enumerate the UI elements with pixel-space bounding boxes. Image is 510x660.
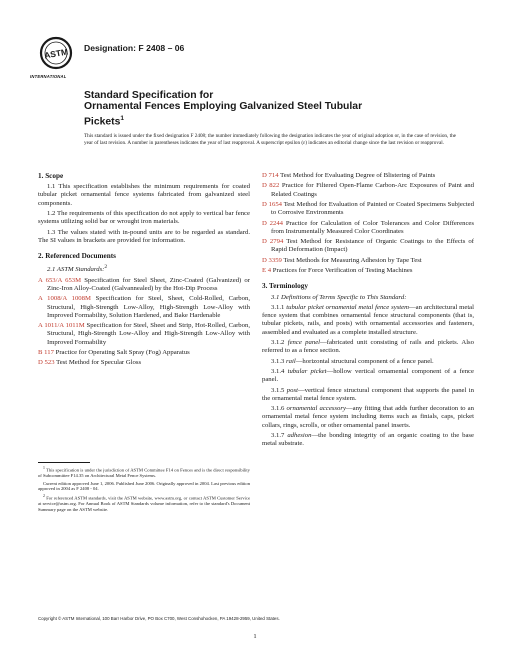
reference-title: Specification for Steel, Sheet and Strip, Hot-Rolled, Carbon, Structural, High-Strength Low-Alloy and High-Strength Low-Alloy with Improved Formability: [47, 322, 251, 346]
scope-heading: 1. Scope: [38, 172, 64, 180]
reference-item: [262, 257, 474, 265]
reference-title: Practice for Filtered Open-Flame Carbon-Arc Exposures of Paint and Related Coatings: [271, 182, 474, 198]
term-definition: 3.1.6 ornamental accessory—any fitting that adds further decoration to an ornamental metal fence system including items such as finials, caps, picket collars, rings, scrolls, or other ornamental panel inserts.: [262, 405, 474, 429]
reference-item: [38, 359, 250, 367]
left-column: [38, 172, 250, 370]
reference-title: Specification for Steel, Sheet, Cold-Rolled, Carbon, Structural, High-Strength Low-Alloy, High-Strength Low-Alloy with Improved Formability, Solution Hardened, and Bake Hardenable: [47, 295, 250, 319]
reference-item: [262, 201, 474, 217]
scope-p3: 1.3 The values stated with in-pound units are to be regarded as standard. The SI values in brackets are provided for information.: [38, 228, 250, 244]
terminology-list: [262, 304, 474, 448]
term-definition: 3.1.3 rail—horizontal structural component of a fence panel.: [271, 357, 434, 365]
reference-item: [262, 238, 474, 254]
reference-title: Test Method for Resistance of Organic Coatings to the Effects of Rapid Deformation (Impact): [271, 238, 474, 254]
terminology-heading: 3. Terminology: [262, 282, 308, 291]
reference-code-link[interactable]: D 1654: [262, 200, 283, 208]
right-column: [262, 172, 474, 451]
reference-title: Practice for Operating Salt Spray (Fog) Apparatus: [53, 349, 190, 357]
reference-code-link[interactable]: A 653/A 653M: [38, 276, 82, 284]
reference-code-link[interactable]: D 3359: [262, 256, 282, 264]
references-heading: 2. Referenced Documents: [38, 252, 116, 260]
title-footnote-ref: 1: [120, 114, 125, 122]
term-definition: 3.1.4 tubular picket—hollow vertical ornamental component of a fence panel.: [262, 367, 474, 384]
reference-item: [38, 322, 250, 347]
reference-code-link[interactable]: D 822: [262, 182, 280, 190]
title-line-3: Pickets: [84, 116, 121, 128]
intro-paragraph: This standard is issued under the fixed designation F 2408; the number immediately following the designation indicates the year of original adoption or, in the case of revision, the year of last revision. A number in parentheses indicates the year of last reapproval. A superscript epsilon (ε) indicates an editorial change since the last revision or reapproval.: [84, 133, 456, 146]
term-definition: 3.1.7 adhesion—the bonding integrity of an organic coating to the base metal substrate.: [262, 431, 474, 448]
reference-code-link[interactable]: D 2244: [262, 219, 284, 227]
logo-label: INTERNATIONAL: [30, 74, 67, 79]
terminology-sub: 3.1 Definitions of Terms Specific to This Standard:: [271, 293, 407, 301]
reference-item: [262, 267, 474, 275]
reference-title: Test Methods for Measuring Adhesion by Tape Test: [281, 256, 422, 264]
scope-p1: 1.1 This specification establishes the minimum requirements for coated tubular picket ornamental fence systems fabricated from galvanized steel components.: [38, 183, 250, 207]
term-definition: 3.1.1 tubular picket ornamental metal fence system—an architectural metal fence system that combines ornamental fence structural components (that is, tubular pickets, rails, and posts) with ornamental accessories and fasteners, assembled and evaluated as a complete installed structure.: [262, 303, 474, 336]
reference-code-link[interactable]: D 2794: [262, 238, 284, 246]
copyright: Copyright © ASTM International, 100 Barr Harbor Drive, PO Box C700, West Conshohocken, PA 19428-2959, United States.: [38, 616, 280, 621]
left-reference-list: [38, 277, 250, 368]
designation: Designation: F 2408 – 06: [84, 43, 185, 53]
footnote-2: $^2$ For referenced ASTM standards, visit the ASTM website, www.astm.org, or contact ASTM Customer Service at service@astm.org. For Annual Book of ASTM Standards volume information, refer to the standard's Document Summary page on the ASTM website.: [38, 493, 250, 512]
reference-item: [38, 277, 250, 293]
reference-item: [38, 349, 250, 357]
reference-title: Practice for Calculation of Color Tolerances and Color Differences from Instrumentally Measured Color Coordinates: [271, 219, 474, 235]
document-title: [84, 90, 474, 128]
footnote-divider: [38, 462, 90, 463]
reference-code-link[interactable]: A 1011/A 1011M: [38, 322, 85, 330]
reference-item: [262, 172, 474, 180]
reference-item: [262, 182, 474, 198]
reference-title: Specification for Steel Sheet, Zinc-Coated (Galvanized) or Zinc-Iron Alloy-Coated (Galvannealed) by the Hot-Dip Process: [47, 276, 250, 293]
astm-logo-icon: [38, 36, 74, 76]
reference-title: Test Method for Specular Gloss: [54, 359, 142, 367]
title-line-2: Ornamental Fences Employing Galvanized Steel Tubular: [84, 101, 363, 113]
reference-title: Test Method for Evaluation of Painted or Coated Specimens Subjected to Corrosive Environments: [271, 200, 474, 217]
page-number: 1: [253, 633, 257, 640]
reference-code-link[interactable]: E 4: [262, 267, 272, 275]
footnotes: [38, 466, 250, 514]
reference-code-link[interactable]: D 523: [38, 359, 55, 367]
term-definition: 3.1.2 fence panel—fabricated unit consisting of rails and pickets. Also referred to as a fence section.: [262, 338, 474, 355]
reference-title: Test Method for Evaluating Degree of Blistering of Paints: [278, 172, 436, 179]
reference-item: [38, 295, 250, 320]
footnote-1: $^1$ This specification is under the jurisdiction of ASTM Committee F14 on Fences and is the direct responsibility of Subcommittee F14.35 on Architectural Metal Fence Systems.: [38, 466, 250, 479]
title-line-1: Standard Specification for: [84, 90, 214, 101]
svg-text:ASTM: ASTM: [43, 46, 69, 61]
reference-code-link[interactable]: B 117: [38, 349, 54, 357]
reference-title: Practices for Force Verification of Testing Machines: [271, 267, 413, 275]
reference-code-link[interactable]: D 714: [262, 172, 279, 179]
term-definition: 3.1.5 post—vertical fence structural component that supports the panel in the ornamental metal fence system.: [262, 386, 475, 402]
footnote-1b: Current edition approved June 1, 2006. Published June 2006. Originally approved in 2004. Last previous edition approved in 2004 as F 2408 - 04.: [38, 480, 250, 492]
references-sub: 2.1 ASTM Standards:$^2$: [47, 264, 108, 274]
reference-item: [262, 220, 474, 236]
reference-code-link[interactable]: A 1008/A 1008M: [38, 295, 91, 303]
right-reference-list: [262, 172, 474, 275]
scope-p2: 1.2 The requirements of this specification do not apply to vertical bar fence systems utilizing solid bar or wrought iron materials.: [38, 210, 250, 226]
